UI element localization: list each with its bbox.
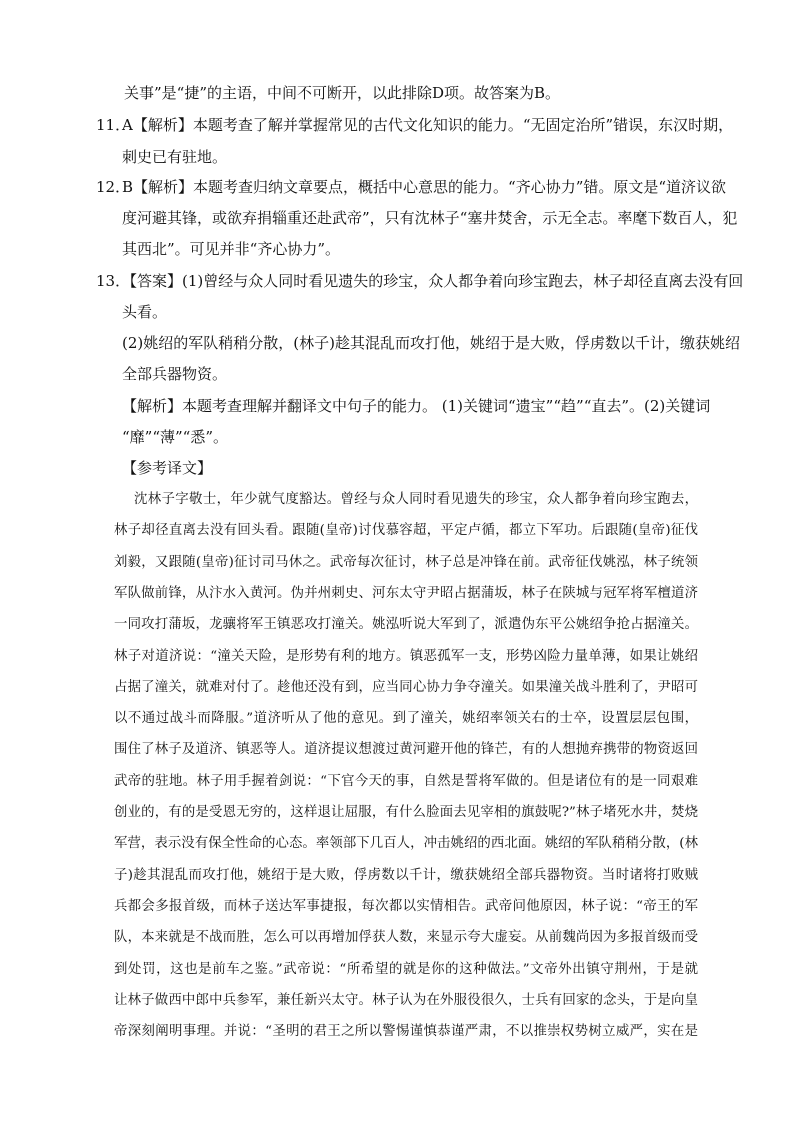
question-13-number: 13． [96,272,131,290]
translation-line: 队，本来就是不战而胜，怎么可以再增加俘获人数，来显示夸大虚妄。从前魏尚因为多报首级而受 [114,930,698,945]
translation-line: 让林子做西中郎中兵参军，兼任新兴太守。林子认为在外服役很久，士兵有回家的念头，于是向皇 [114,993,698,1008]
translation-line: 帝深刻阐明事理。并说：“圣明的君王之所以警惕谨慎恭谨严肃，不以推崇权势树立威严，实在是 [114,1024,698,1039]
answer-continuation: 关事”是“捷”的主语，中间不可断开，以此排除D项。故答案为B。 [124,84,561,102]
translation-line: 占据了潼关，就难对付了。趁他还没有到，应当同心协力争夺潼关。如果潼关战斗胜利了，尹昭可 [114,680,698,695]
reference-translation-heading: 【参考译文】 [122,459,213,477]
translation-line: 沈林子字敬士，年少就气度豁达。曾经与众人同时看见遗失的珍宝，众人都争着向珍宝跑去， [134,492,698,507]
question-13-line-4: 全部兵器物资。 [122,365,228,383]
translation-line: 以不通过战斗而降服。”道济听从了他的意见。到了潼关，姚绍率领关右的士卒，设置层层包围， [114,711,698,726]
question-13-line-6: “靡”“薄”“悉”。 [122,428,229,446]
translation-line: 刘毅，又跟随(皇帝)征讨司马休之。武帝每次征讨，林子总是冲锋在前。武帝征伐姚泓，林子统领 [114,555,698,570]
translation-line: 创业的，有的是受恩无穷的，这样退让屈服，有什么脸面去见宰相的旗鼓呢?”林子堵死水井，焚烧 [114,805,698,820]
translation-line: 子)趁其混乱而攻打他，姚绍于是大败，俘虏数以千计，缴获姚绍全部兵器物资。当时诸将打败贼 [114,868,698,883]
question-12-line-1: B【解析】本题考查归纳文章要点，概括中心意思的能力。“齐心协力”错。原文是“道济议欲 [122,178,727,196]
translation-line: 武帝的驻地。林子用手握着剑说：“下官今天的事，自然是誓将军做的。但是诸位有的是一同艰难 [114,774,698,789]
translation-line: 林子对道济说：“潼关天险，是形势有利的地方。镇恶孤军一支，形势凶险力量单薄，如果让姚绍 [114,649,698,664]
question-13-line-5: 【解析】本题考查理解并翻译文中句子的能力。 (1)关键词“遗宝”“趋”“直去”。(2)关键词 [122,397,711,415]
question-12-line-3: 其西北”。可见并非“齐心协力”。 [122,240,341,258]
question-13-line-2: 头看。 [122,303,168,321]
question-13-line-1: 【答案】(1)曾经与众人同时看见遗失的珍宝，众人都争着向珍宝跑去，林子却径直离去没有回 [122,272,744,290]
question-11-line-2: 刺史已有驻地。 [122,148,228,166]
question-13-line-3: (2)姚绍的军队稍稍分散，(林子)趁其混乱而攻打他，姚绍于是大败，俘虏数以千计，缴获姚绍 [122,334,740,352]
translation-line: 到处罚，这也是前车之鉴。”武帝说：“所希望的就是你的这种做法。”文帝外出镇守荆州，于是就 [114,962,698,977]
question-11-number: 11． [96,116,131,134]
translation-line: 军营，表示没有保全性命的心态。率领部下几百人，冲击姚绍的西北面。姚绍的军队稍稍分散，(林 [114,836,698,851]
translation-line: 军队做前锋，从汴水入黄河。伪并州刺史、河东太守尹昭占据蒲坂，林子在陕城与冠军将军檀道济 [114,586,698,601]
translation-line: 一同攻打蒲坂，龙骧将军王镇恶攻打潼关。姚泓听说大军到了，派遣伪东平公姚绍争抢占据潼关。 [114,617,698,632]
translation-line: 林子却径直离去没有回头看。跟随(皇帝)讨伐慕容超，平定卢循，都立下军功。后跟随(皇帝)征伐 [114,523,698,538]
translation-line: 围住了林子及道济、镇恶等人。道济提议想渡过黄河避开他的锋芒，有的人想抛弃携带的物资返回 [114,742,698,757]
translation-line: 兵都会多报首级，而林子送达军事捷报，每次都以实情相告。武帝问他原因，林子说：“帝王的军 [114,899,698,914]
question-11-line-1: A【解析】本题考查了解并掌握常见的古代文化知识的能力。“无固定治所”错误，东汉时期， [122,116,734,134]
question-12-line-2: 度河避其锋，或欲弃捐辎重还赴武帝”，只有沈林子“塞井焚舍，示无全志。率麾下数百人，犯 [122,209,738,227]
question-12-number: 12． [96,178,131,196]
